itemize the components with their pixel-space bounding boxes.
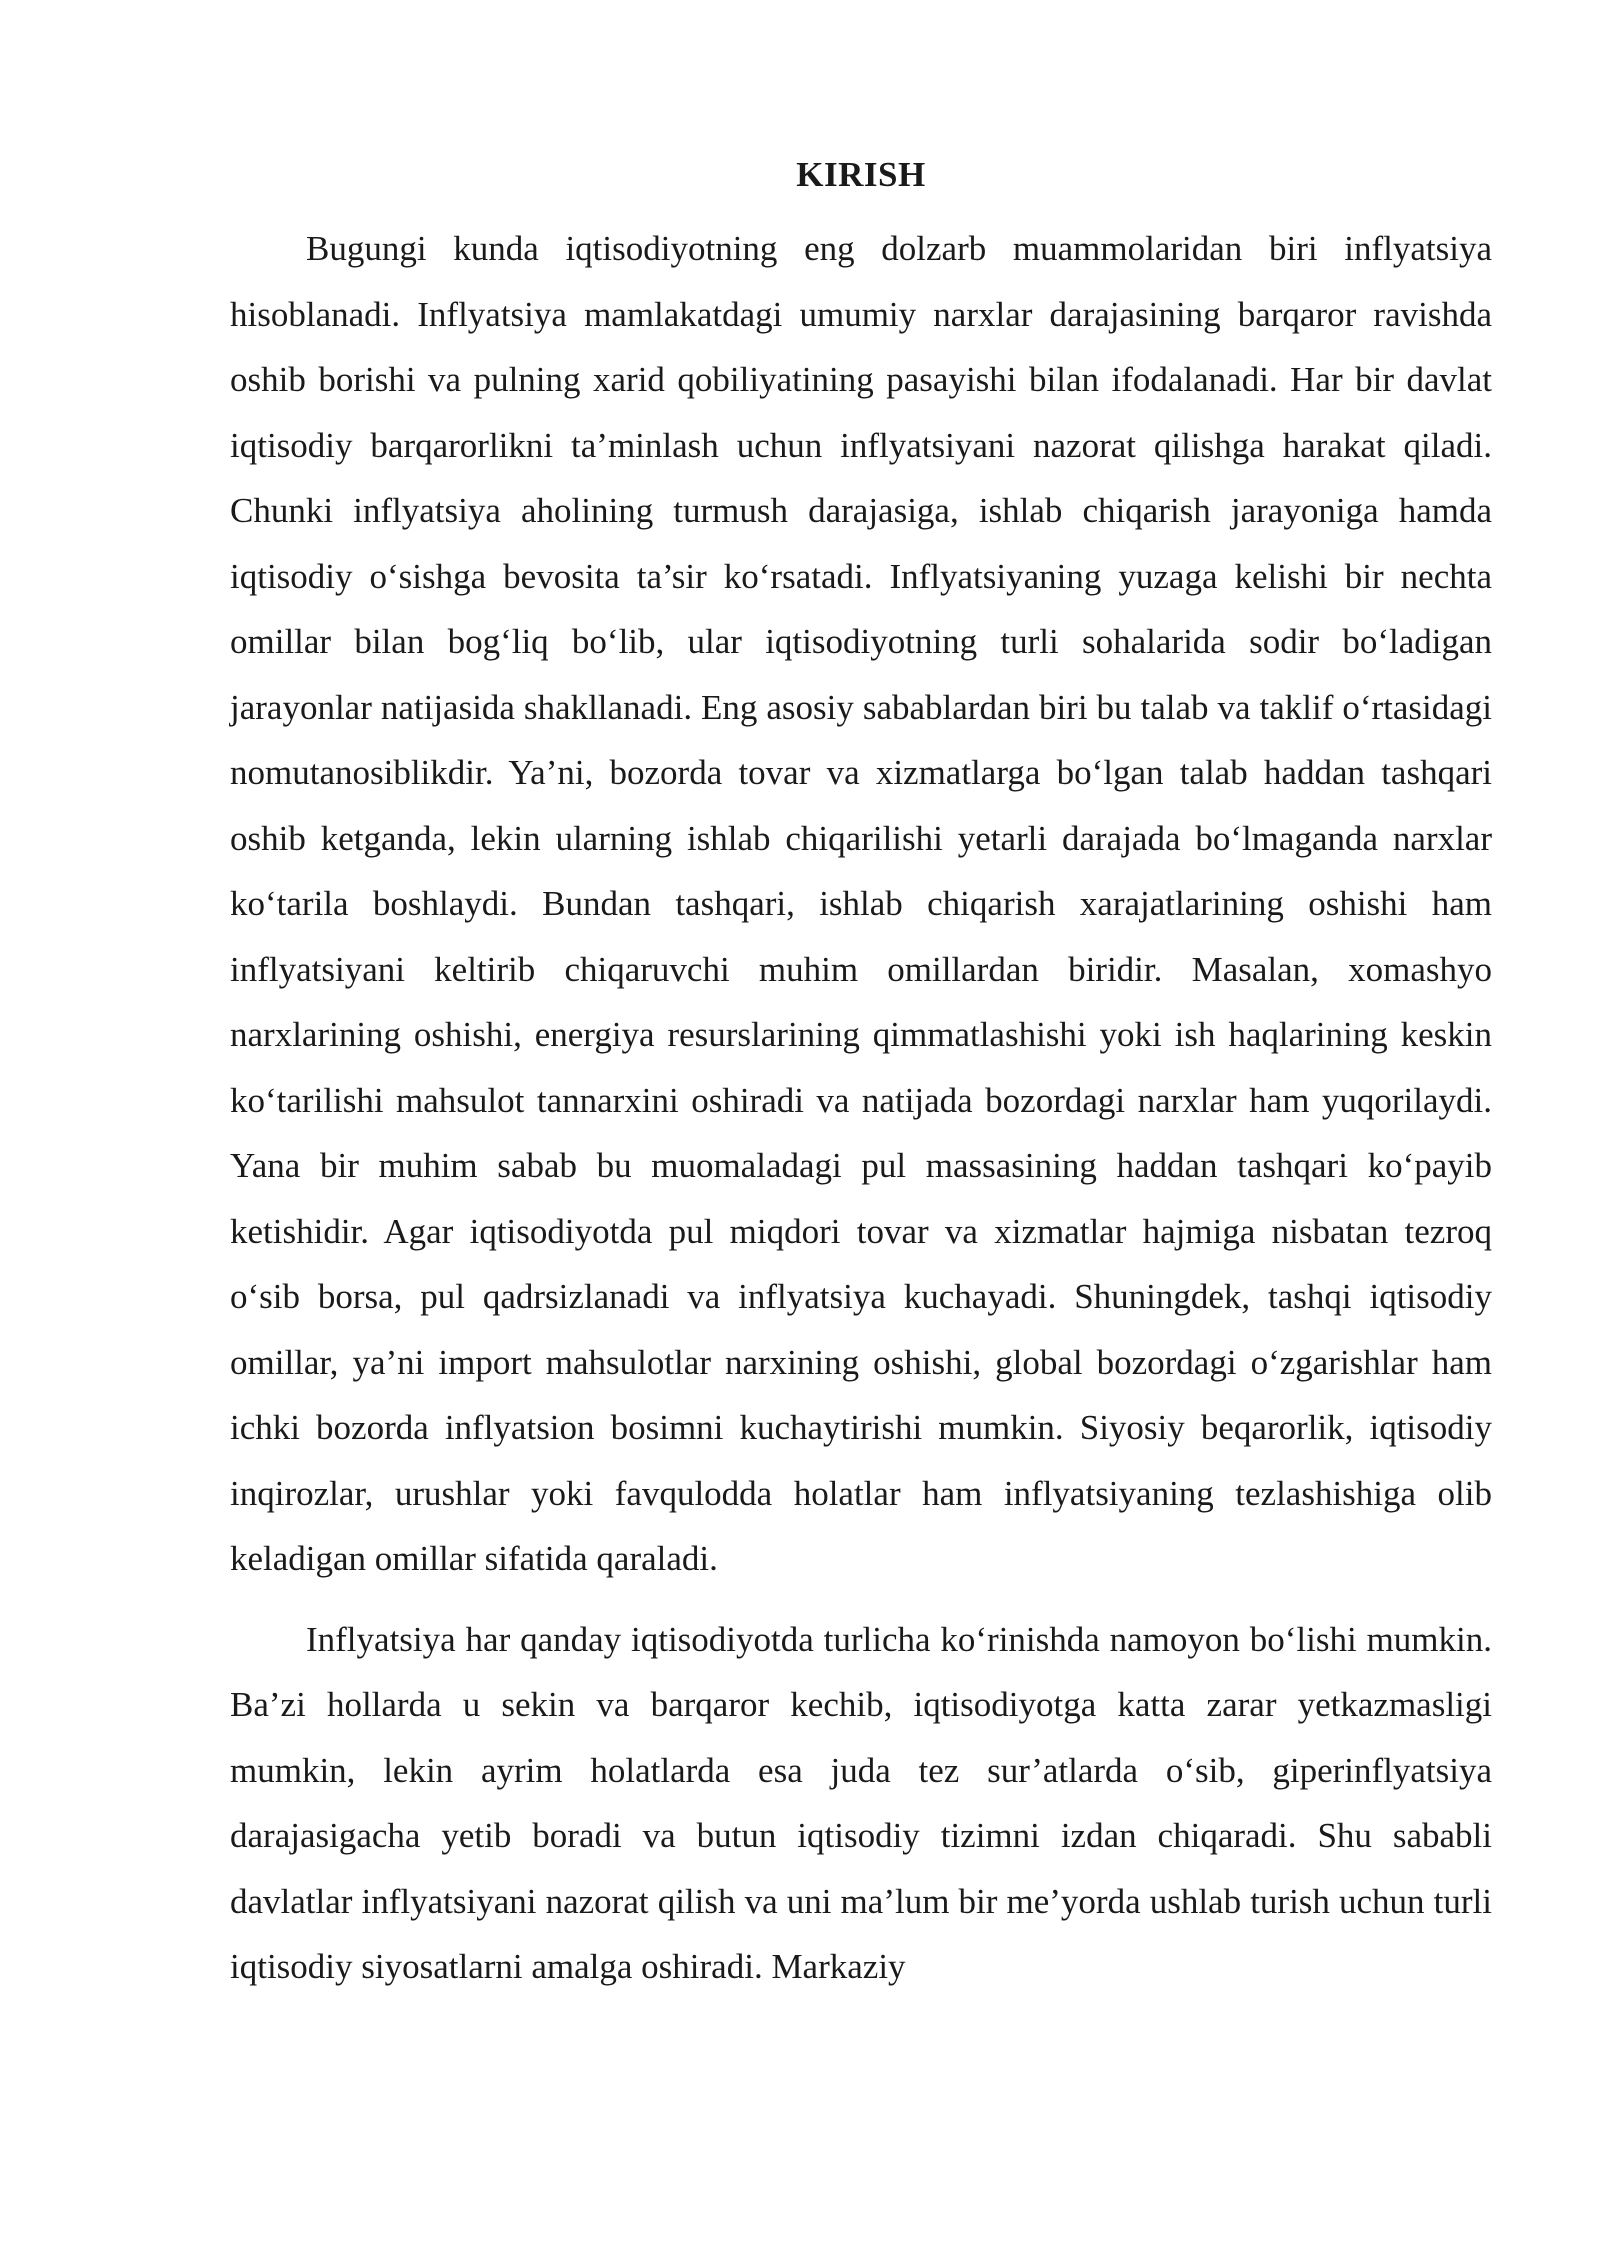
document-body: [230, 150, 1492, 2000]
paragraph-2: Inflyatsiya har qanday iqtisodiyotda turlicha ko‘rinishda namoyon bo‘lishi mumkin. Ba’zi hollarda u sekin va barqaror kechib, iqtisodiyotga katta zarar yetkazmasligi mumkin, lekin ayrim holatlarda esa juda tez sur’atlarda o‘sib, giperinflyatsiya darajasigacha yetib boradi va butun iqtisodiy tizimni izdan chiqaradi. Shu sababli davlatlar inflyatsiyani nazorat qilish va uni ma’lum bir me’yorda ushlab turish uchun turli iqtisodiy siyosatlarni amalga oshiradi. Markaziy: [230, 1619, 1492, 1986]
paragraph-1: Bugungi kunda iqtisodiyotning eng dolzarb muammolaridan biri inflyatsiya hisoblanadi. Inflyatsiya mamlakatdagi umumiy narxlar darajasining barqaror ravishda oshib borishi va pulning xarid qobiliyatining pasayishi bilan ifodalanadi. Har bir davlat iqtisodiy barqarorlikni ta’minlash uchun inflyatsiyani nazorat qilishga harakat qiladi. Chunki inflyatsiya aholining turmush darajasiga, ishlab chiqarish jarayoniga hamda iqtisodiy o‘sishga bevosita ta’sir ko‘rsatadi. Inflyatsiyaning yuzaga kelishi bir nechta omillar bilan bog‘liq bo‘lib, ular iqtisodiyotning turli sohalarida sodir bo‘ladigan jarayonlar natijasida shakllanadi. Eng asosiy sabablardan biri bu talab va taklif o‘rtasidagi nomutanosiblikdir. Ya’ni, bozorda tovar va xizmatlarga bo‘lgan talab haddan tashqari oshib ketganda, lekin ularning ishlab chiqarilishi yetarli darajada bo‘lmaganda narxlar ko‘tarila boshlaydi. Bundan tashqari, ishlab chiqarish xarajatlarining oshishi ham inflyatsiyani keltirib chiqaruvchi muhim omillardan biridir. Masalan, xomashyo narxlarining oshishi, energiya resurslarining qimmatlashishi yoki ish haqlarining keskin ko‘tarilishi mahsulot tannarxini oshiradi va natijada bozordagi narxlar ham yuqorilaydi. Yana bir muhim sabab bu muomaladagi pul massasining haddan tashqari ko‘payib ketishidir. Agar iqtisodiyotda pul miqdori tovar va xizmatlar hajmiga nisbatan tezroq o‘sib borsa, pul qadrsizlanadi va inflyatsiya kuchayadi. Shuningdek, tashqi iqtisodiy omillar, ya’ni import mahsulotlar narxining oshishi, global bozordagi o‘zgarishlar ham ichki bozorda inflyatsion bosimni kuchaytirishi mumkin. Siyosiy beqarorlik, iqtisodiy inqirozlar, urushlar yoki favqulodda holatlar ham inflyatsiyaning tezlashishiga olib keladigan omillar sifatida qaraladi.: [230, 229, 1492, 1578]
section-heading: KIRISH: [796, 155, 926, 194]
